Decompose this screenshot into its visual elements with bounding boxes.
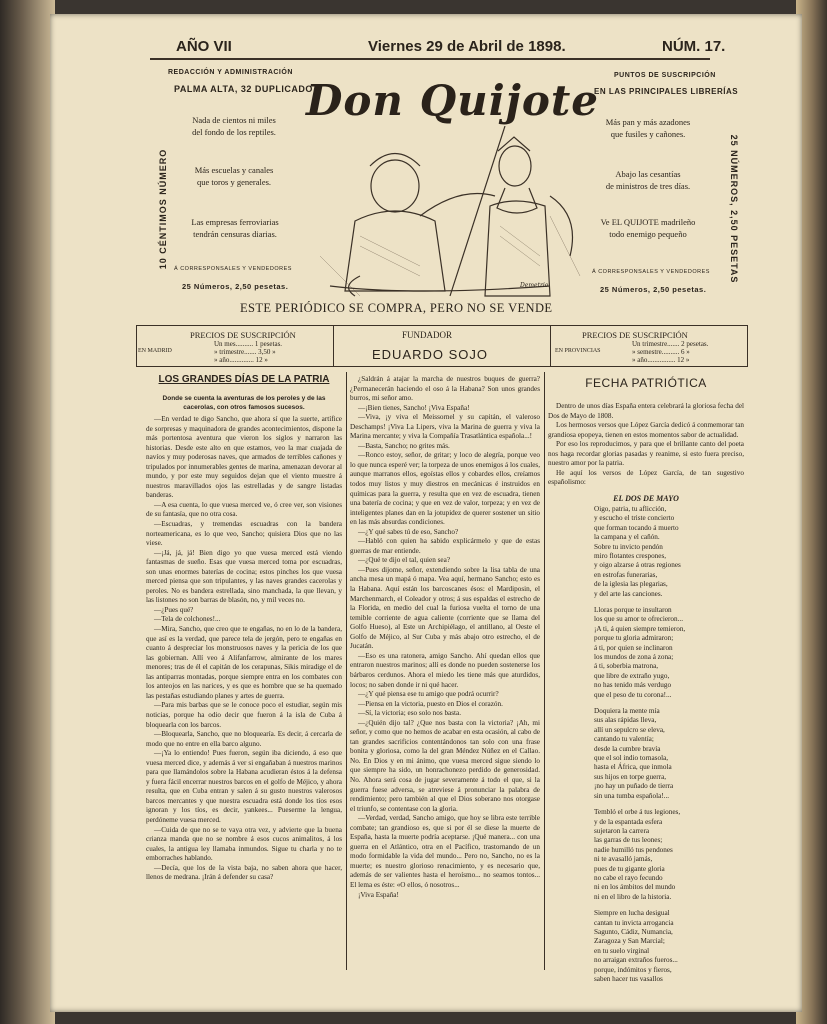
illustrator-signature: Demetrio [520,282,549,289]
article-title: LOS GRANDES DÍAS DE LA PATRIA [158,374,330,385]
masthead-illustration [300,126,590,301]
right-quip-1: Más pan y más azadones que fusiles y cañones. [605,117,691,139]
subscription-place-madrid: EN MADRID [138,348,172,354]
founder-name: EDUARDO SOJO [372,347,489,362]
left-quip-1: Nada de cientos ni miles del fondo de los reptiles. [192,115,276,137]
lance [450,126,505,296]
left-quip-2: Más escuelas y canales que toros y generales. [194,165,274,187]
subscription-points: PUNTOS DE SUSCRIPCIÓN [614,72,716,79]
subscription-rates-madrid: Un mes.......... 1 pesetas. » trimestre....... 3,50 » » año.............. 12 » [214,340,283,364]
right-quip-3: Ve EL QUIJOTE madrileño todo enemigo pequeño [600,217,696,239]
poem-title: EL DOS DE MAYO [613,493,679,503]
year-label: AÑO VII [176,38,232,55]
box-divider-1 [333,325,334,367]
quijote-head [499,146,531,186]
binding-left [0,0,55,1024]
subscription-title-madrid: PRECIOS DE SUSCRIPCIÓN [190,330,296,340]
box-bottom-rule [136,366,748,367]
right-price: 25 Números, 2,50 pesetas. [600,285,707,294]
box-right-rule [747,325,748,367]
bookstores: EN LAS PRINCIPALES LIBRERÍAS [594,87,739,96]
column-rule-2 [544,372,545,970]
poem: Oigo, patria, tu aflicción, y escucho el triste concierto que forman tocando á muerto la campana y el cañón. Sobre tu invicto pendón miro flotantes crespones, y oigo alzarse á otras regiones en estrofas funerarias, de la iglesia las plegarias, y del arte las canciones. Lloras porque te insultaron los que su amor te ofrecieron... ¡A ti, á quien siempre temieron, porque tu gloria admiraron; á ti, por quien se inclinaron los mundos de zona á zona; á ti, soberbia matrona, que libre de extraño yugo, no has tenido más verdugo que el peso de tu corona!... Doquiera la mente mía sus alas rápidas lleva, allí un sepulcro se eleva, cantando tu valentía; desde la cumbre bravía que el sol indio tornasola, hasta el África, que inmola sus hijos en torpe guerra, ¡no hay un puñado de tierra sin una tumba española!... Tembló el orbe á tus legiones, y de la espantada esfera sujetaron la carrera las garras de tus leones; nadie humilló tus pendones ni te avasalló jamás, pues de tu gigante gloria no cabe el rayo fecundo ni en los ámbitos del mundo ni en el libro de la historia. Siempre en lucha desigual cantan tu invicta arrogancia Sagunto, Cádiz, Numancia, Zaragoza y San Marcial; en tu suelo virginal no arraigan extraños fueros... porque, indómitos y fieros, saben hacer tus vasallos [594,504,686,984]
subscription-place-provinces: EN PROVINCIAS [555,348,601,354]
right-quip-2: Abajo las cesantías de ministros de tres días. [605,169,691,191]
founder-label: FUNDADOR [402,330,453,340]
box-left-rule [136,325,137,367]
article-intro: Dentro de unos días España entera celebrará la gloriosa fecha del Dos de Mayo de 1808. Los hermosos versos que López García dedicó á conmemorar tan grandiosa epopeya, tienen en estos momentos sabor de actualidad. Por eso los reproducimos, y para que el brillante canto del poeta nos haga recordar glorias pasadas y reanime, si esto fuera preciso, nuestro amor por la patria. He aquí los versos de López García, de tan sugestivo españolismo: [548,402,744,487]
article-grandes-dias [146,374,342,975]
left-agents: Á CORRESPONSALES Y VENDEDORES [174,266,292,272]
editorial-office: REDACCIÓN Y ADMINISTRACIÓN [168,69,293,76]
right-agents: Á CORRESPONSALES Y VENDEDORES [592,269,710,275]
column-rule-1 [346,372,347,970]
article-subtitle: Donde se cuenta la aventuras de los peroles y de las cacerolas, con otros famosos sucesos. [162,395,326,411]
issue-date: Viernes 29 de Abril de 1898. [368,38,566,55]
left-price: 25 Números, 2,50 pesetas. [182,282,289,291]
box-top-rule [136,325,748,326]
article-fecha-patriotica [548,376,744,984]
article-title: FECHA PATRIÓTICA [585,376,707,390]
left-quip-3: Las empresas ferroviarias tendrán censuras diarias. [191,217,279,239]
newspaper-title: Don Quijote [306,76,600,125]
article-body: —En verdad te digo Sancho, que ahora sí que la suerte, artífice de sorpresas y maquinadora de grandes acontecimientos, dispone la más portentosa aventura que vieron los siglos y narraron las historias. Desde este alto en que estamos, veo la mar cuajada de navíos y muy poderosas naves, que armados de terribles cañones y tripulados por innumerables gentes de marina, amenazan devorar al mundo, y por este muy seguidos dejan que el viento muestre á nuestros maravillados ojos las estrelladas y de sangre listadas banderas. —A esa cuenta, lo que vuesa merced ve, ó cree ver, son visiones de su fantasía, que no otra cosa. —Escuadras, y tremendas escuadras con la bandera norteamericana, es lo que veo, Sancho; quisiera Dios que no las viese. —¡Já, já, já! Bien digo yo que vuesa merced está viendo fantasmas de sueño. Esas que vuesa merced toma por escuadras, son unas enormes baterías de cocina; estos pinches los que vuesa merced piensa que son tripulantes, y las naves grandes cacerolas y peroles. No es bandera estrellada, sino manchada, la que llevan, y las listones no son barras de blasón, no, y mil veces no. —¿Pues qué? —Tela de colchones!... —Mira, Sancho, que creo que te engañas, no en lo de la bandera, que así es la verdad, que parece tela de jergón, pero te engañas en cuanto á despreciar los monstruosos naves y la pericia de los que las gobiernan. Allí veo á Alifanfarrow, almirante de los mares menores; tras de él el capitán de los cerapunas, Sikis miradige el de las antiparras montadas, porque siempre entra en los combates con los anteojos en las narices, y es que es hombre que se ha quemado las pestañas estudiando planes y artes de guerra. —Para mis barbas que se le conoce poco el estudiar, según mis noticias, porque ha odio decir que fueron á la isla de Cuba á bloquearla con los barcos. —Bloquearla, Sancho, que no bloquearía. Es decir, á cercarla de modo que no entre en ella barco alguno. —¡Ya lo entiendo! Pues fueron, según iba diciendo, á eso que vuesa merced dice, y además á ver si engañaban á nuestros marinos para que llamándolos sobre la Habana acudieran éstos á la defensa y fuera fácil encerrar nuestros barcos en el golfo de Méjico, y ahora resulta, que en Cuba entran y salen á su gusto nuestros valerosos barcos mercantes y que nuestra escuadra está donde los tíos esos ignoran y los tíos, es decir, yankees... Pueserme la lengua, perdóneme vuesa merced. —Cuida de que no se te vaya otra vez, y advierte que la buena crianza manda que no se nombre á esos cucos animalitos, á los cuales, la antigua ley llamaba inmundos. Sigue tu charla y no te emborraches hablando. —Decía, que los de la vista baja, no saben ahora que hacer, llenos de medrana. ¡Irán á defender su casa? [146,415,342,882]
header-rule [150,58,710,60]
right-vertical-price: 25 NÚMEROS, 2,50 PESETAS [729,134,739,284]
tagline: ESTE PERIÓDICO SE COMPRA, PERO NO SE VENDE [240,301,553,315]
quijote-helmet [498,137,530,151]
left-vertical-price: 10 CÉNTIMOS NÚMERO [158,148,168,270]
sancho-body [345,211,445,291]
office-address: PALMA ALTA, 32 DUPLICADO [174,84,313,94]
article-continuation: ¿Saldrán á atajar la marcha de nuestros buques de guerra? ¿Permanecerán haciendo el oso á la Habana? Son unos grandes burros, mi señor amo. —¡Bien tienes, Sancho! ¡Viva España! —Viva, ¡y viva el Meissornel y su capitán, el valeroso Deschamps! ¡Viva La Lipers, viva la Marina de guerra y viva la Marina mercante; y viva la Compañía Trasatlántica española...! —Basta, Sancho; no grites más. —Ronco estoy, señor, de gritar; y loco de alegría, porque veo lo que nunca esperé ver; la torpeza de unos enemigos á los cuales, aunque marranos ellos, egoístas ellos y cobardes ellos, creíamos todos muy listos y muy diestros en mecánicas é instruidos en químicas para la guerra, y resulta que en vez de escuadra, tienen una batería de cocina; y que en vez de valor, torpeza; y en vez de inteligentes planes dan en la jotupidez de querer sostener un sitio en las más absurdas condiciones. —¿Y qué sabes tú de eso, Sancho? —Habló con quien ha sabido explicármelo y que de estas guerras de mar entiende. —¿Qué te dijo el tal, quien sea? —Pues dijome, señor, extendiendo sobre la lisa tabla de una ancha mesa un mapá ó mapa. Vea aquí, hermano Sancho; esto es la Habana. Aquí están los barcoscanes ésos: el Mardiposin, el Marchenmarch, el Coleador y otros; á sus espaldas el estrecho de la Florida, en medio del cual la furiosa vuelta el torno de una temible corriente de agua caliente (corriente que se llama del Golfo Hueso), al Este un Archipiélago, el antillano, al Oeste el Golfo de Méjico, al Sur Cuba y más abajo otro estrecho, el de Jucatán. —Eso es una ratonera, amigo Sancho. Ahí quedan ellos que entraron nuestros marinos; allí es donde no pueden sostenerse los bárbaros cerdunos. Ahora el miedo les tiene más que aturdidos, locos; no saben donde ir ni qué hacer. —¿Y qué piensa ese tu amigo que podrá ocurrir? —Piensa en la victoria, puesto en Dios el corazón. —Sí, la victoria; eso solo nos basta. —¿Quién dijo tal? ¿Que nos basta con la victoria? ¡Ah, mi señor, y como que no hemos de acabar en esta ocasión, al cabo de tan grandes sacrificios contentándonos tan solo con una frase bonita y gloriosa, como la del gran Méndez Núñez en el Callao. No. En Dios y en mi ánimo, que vuesa merced sigue siendo lo que siempre ha sido, un honrachonezo perdido de generosidad. No. Ahora será cosa de jugar severamente á todo el que, si la guerra fuese adversa, se atreviese á pronunciar la palabra de rendimiento; pero también al que el Dios soberano nos otorgase el triunfo, se contentase con la gloria. —Verdad, verdad, Sancho amigo, que hoy se libra este terrible combate; tan grandioso es, que si por él se diese la muerte de España, hasta la muerte podría aceptarse. ¡Qué manera... con una guerra en el Atlántico, otra en el Pacífico, trastornando de un modo formidable la vida del mundo... Pero no, Sancho, no es la muerte; es nuestro glorioso renacimiento, y es necesario que, además de ser valientes hasta el heroísmo... no seamos tontos... El lema es éste: «O ellos, ó nosotros... ¡Viva España! [350,375,540,899]
newspaper-page [50,14,802,1012]
sancho-head [371,160,419,212]
subscription-rates-provinces: Un trimestre....... 2 pesetas. » semestre.......... 6 » » año................ 12 » [632,340,709,364]
issue-number: NÚM. 17. [662,38,726,55]
box-divider-2 [550,325,551,367]
subscription-title-provinces: PRECIOS DE SUSCRIPCIÓN [582,330,688,340]
